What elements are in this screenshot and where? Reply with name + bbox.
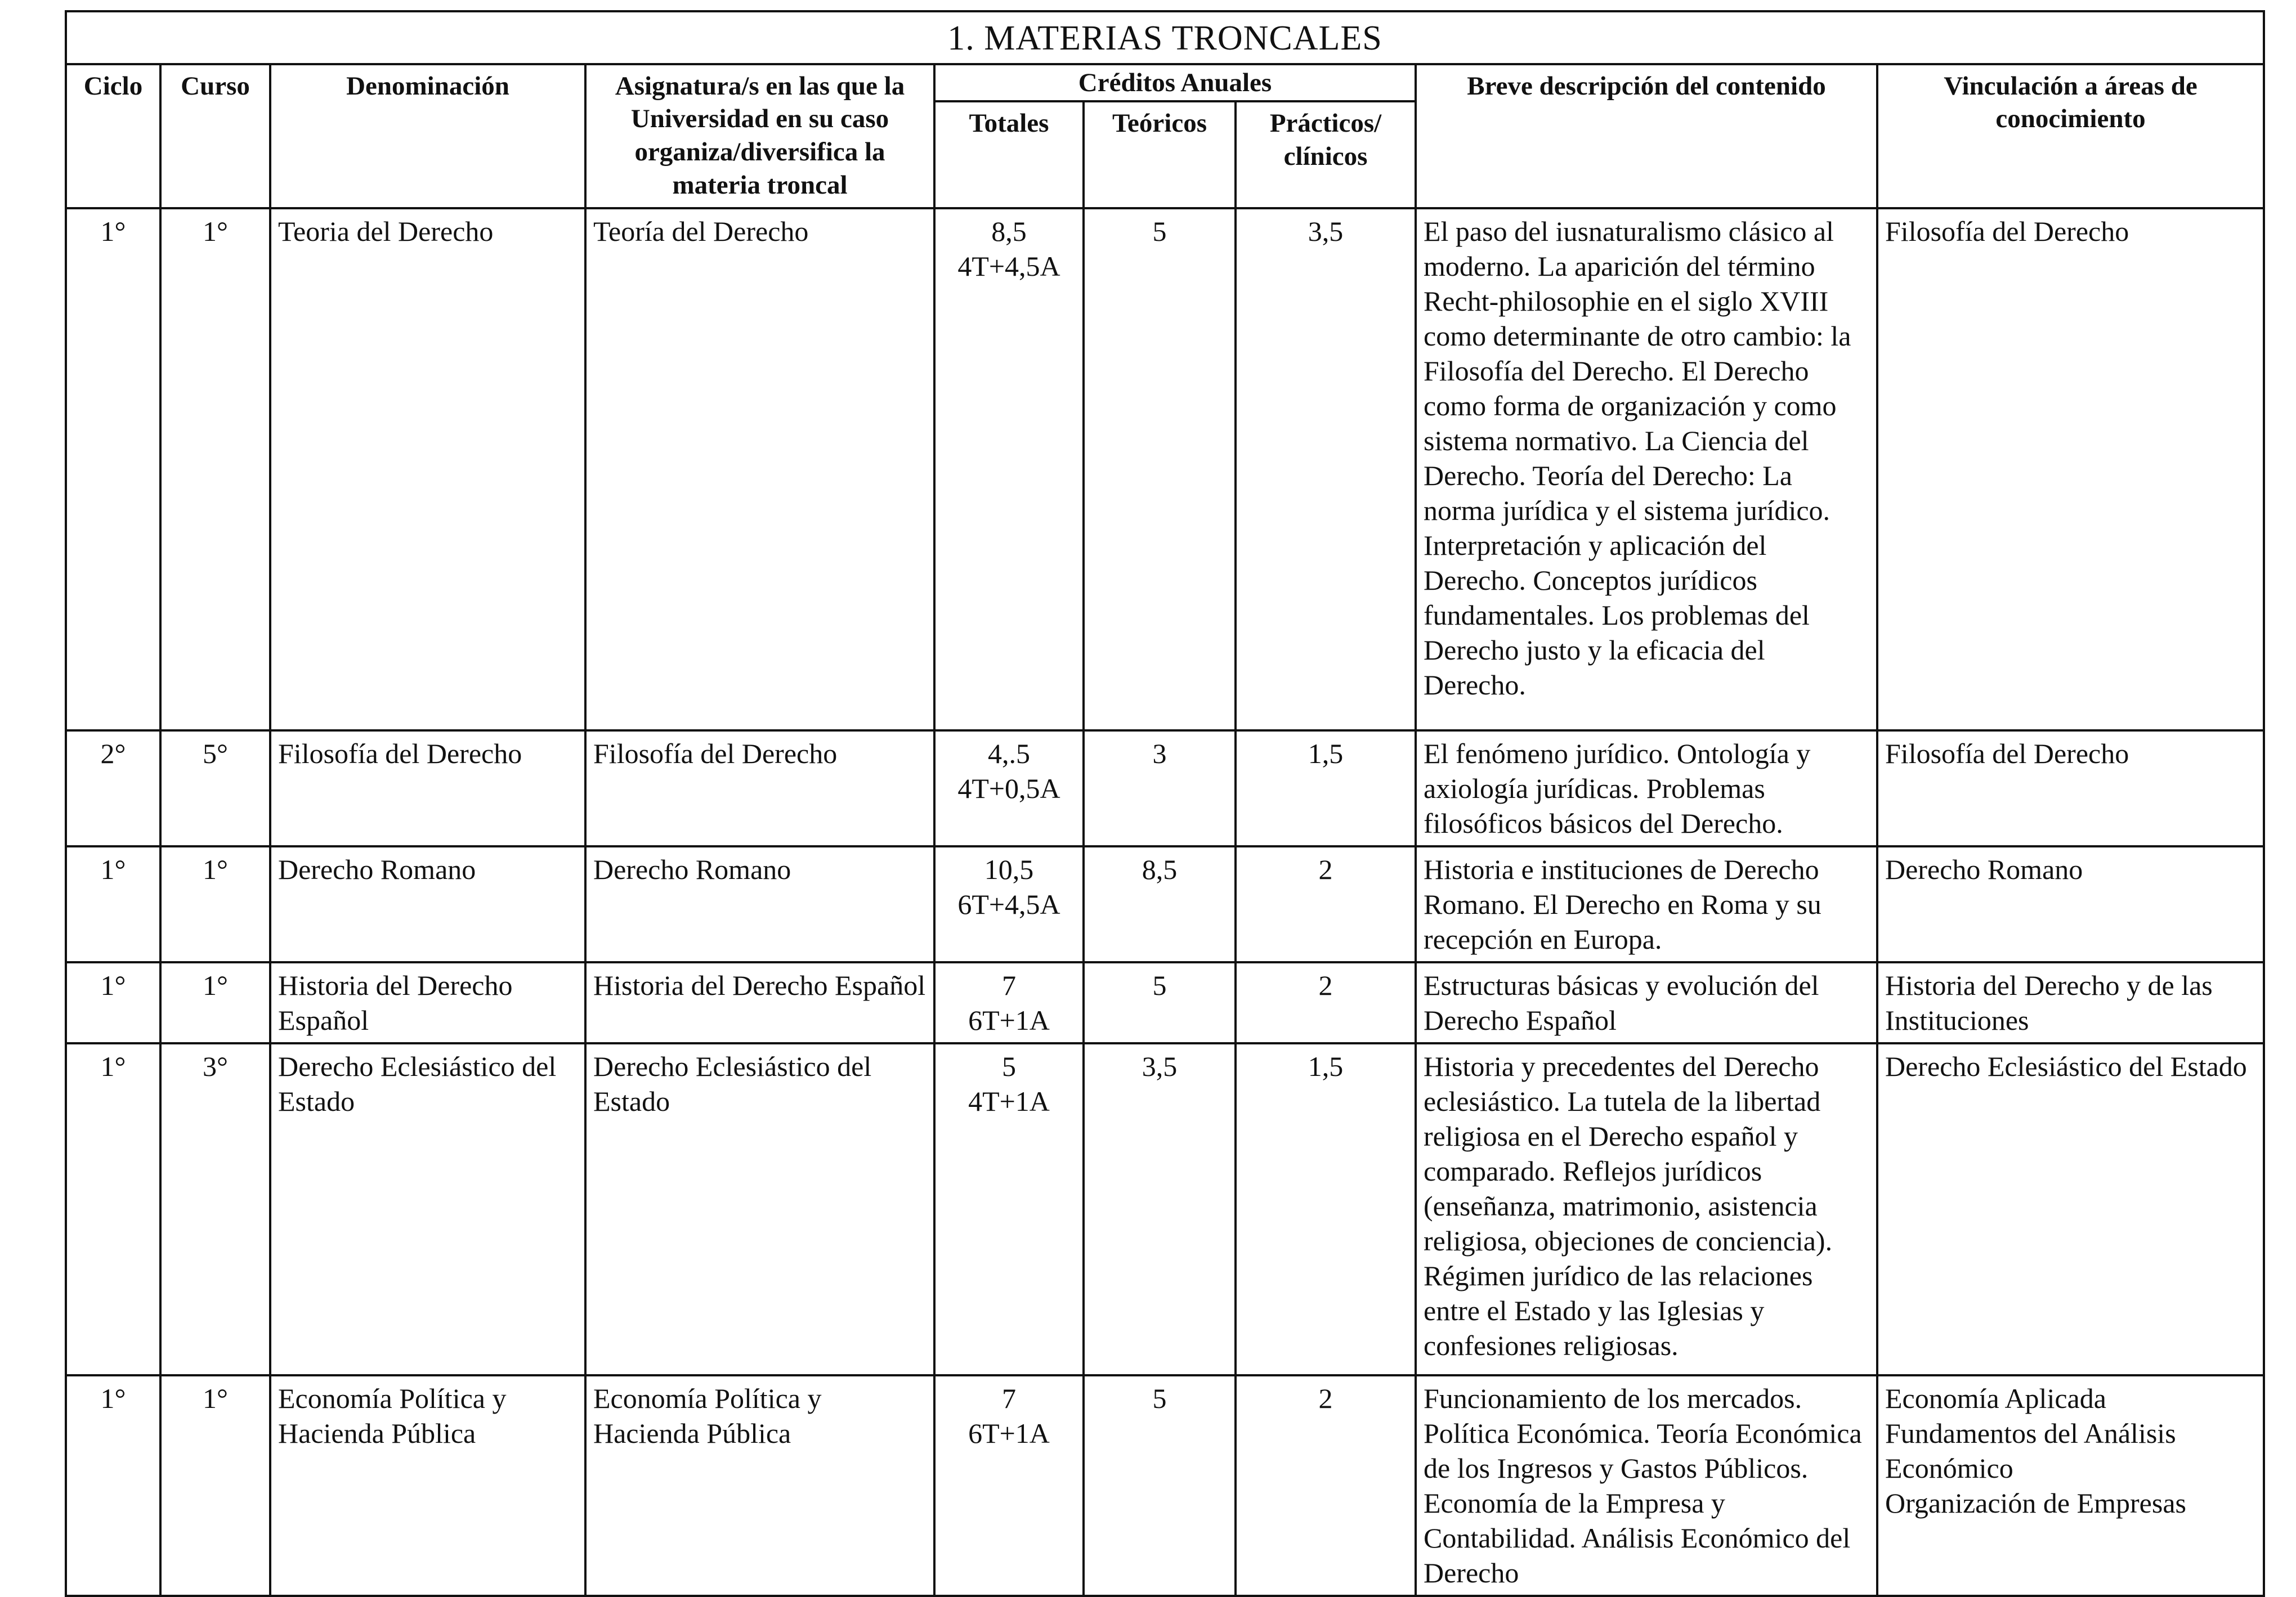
- cell-totales: [934, 1375, 1084, 1596]
- cell-asignatura: Economía Política y Hacienda Pública: [585, 1375, 934, 1596]
- table-row: [66, 846, 2264, 962]
- vinculacion-area: Organización de Empresas: [1885, 1487, 2186, 1519]
- cell-asignatura: Filosofía del Derecho: [585, 730, 934, 846]
- cell-totales: [934, 962, 1084, 1043]
- cell-vinculacion: [1877, 1043, 2264, 1375]
- cell-totales: [934, 1043, 1084, 1375]
- cell-ciclo: 1°: [66, 208, 160, 730]
- cell-descripcion: Historia e instituciones de Derecho Romano. El Derecho en Roma y su recepción en Europa.: [1416, 846, 1877, 962]
- cell-practicos: 2: [1236, 962, 1416, 1043]
- header-practicos: Prácticos/ clínicos: [1236, 101, 1416, 208]
- cell-denominacion: Teoria del Derecho: [270, 208, 585, 730]
- cell-practicos: 1,5: [1236, 730, 1416, 846]
- vinculacion-area: Economía Aplicada: [1885, 1383, 2106, 1415]
- cell-totales: [934, 208, 1084, 730]
- cell-teoricos: 8,5: [1084, 846, 1236, 962]
- cell-denominacion: Historia del Derecho Español: [270, 962, 585, 1043]
- document-page: [65, 10, 2263, 1597]
- cell-curso: 1°: [160, 208, 270, 730]
- cell-denominacion: Derecho Romano: [270, 846, 585, 962]
- cell-descripcion: Historia y precedentes del Derecho eclesiástico. La tutela de la libertad religiosa en el Derecho español y comparado. Reflejos jurídicos (enseñanza, matrimonio, asistencia religiosa, objeciones de conciencia). Régimen jurídico de las relaciones entre el Estado y las Iglesias y confesiones religiosas.: [1416, 1043, 1877, 1375]
- totales-value: 4,.5: [988, 738, 1030, 770]
- table-row: [66, 730, 2264, 846]
- totales-detail: 4T+4,5A: [957, 250, 1060, 282]
- totales-value: 7: [1002, 970, 1016, 1002]
- header-asignatura: Asignatura/s en las que la Universidad en su caso organiza/diversifica la materia troncal: [585, 64, 934, 209]
- header-creditos: Créditos Anuales: [934, 64, 1416, 102]
- cell-vinculacion: [1877, 846, 2264, 962]
- cell-ciclo: 1°: [66, 962, 160, 1043]
- table-row: [66, 1043, 2264, 1375]
- cell-teoricos: 5: [1084, 208, 1236, 730]
- cell-teoricos: 3,5: [1084, 1043, 1236, 1375]
- cell-denominacion: Filosofía del Derecho: [270, 730, 585, 846]
- cell-descripcion: El paso del iusnaturalismo clásico al moderno. La aparición del término Recht-philosophie en el siglo XVIII como determinante de otro cambio: la Filosofía del Derecho. El Derecho como forma de organización y como sistema normativo. La Ciencia del Derecho. Teoría del Derecho: La norma jurídica y el sistema jurídico. Interpretación y aplicación del Derecho. Conceptos jurídicos fundamentales. Los problemas del Derecho justo y la eficacia del Derecho.: [1416, 208, 1877, 730]
- table-title: 1. MATERIAS TRONCALES: [66, 11, 2264, 64]
- cell-vinculacion: [1877, 208, 2264, 730]
- cell-teoricos: 5: [1084, 962, 1236, 1043]
- cell-ciclo: 1°: [66, 1375, 160, 1596]
- cell-curso: 1°: [160, 962, 270, 1043]
- cell-ciclo: 1°: [66, 1043, 160, 1375]
- cell-teoricos: 5: [1084, 1375, 1236, 1596]
- totales-value: 8,5: [991, 216, 1027, 248]
- header-denominacion: Denominación: [270, 64, 585, 209]
- cell-totales: [934, 846, 1084, 962]
- totales-detail: 6T+1A: [968, 1004, 1050, 1037]
- cell-curso: 3°: [160, 1043, 270, 1375]
- materias-troncales-table: [65, 10, 2265, 1597]
- totales-value: 10,5: [984, 854, 1034, 886]
- totales-detail: 4T+1A: [968, 1085, 1050, 1118]
- header-totales: Totales: [934, 101, 1084, 208]
- cell-denominacion: Economía Política y Hacienda Pública: [270, 1375, 585, 1596]
- cell-curso: 5°: [160, 730, 270, 846]
- cell-practicos: 3,5: [1236, 208, 1416, 730]
- cell-curso: 1°: [160, 1375, 270, 1596]
- cell-practicos: 2: [1236, 846, 1416, 962]
- cell-practicos: 1,5: [1236, 1043, 1416, 1375]
- table-row: [66, 1375, 2264, 1596]
- header-descripcion: Breve descripción del contenido: [1416, 64, 1877, 209]
- cell-denominacion: Derecho Eclesiástico del Estado: [270, 1043, 585, 1375]
- cell-curso: 1°: [160, 846, 270, 962]
- table-row: [66, 208, 2264, 730]
- totales-detail: 4T+0,5A: [957, 773, 1060, 805]
- cell-descripcion: Estructuras básicas y evolución del Derecho Español: [1416, 962, 1877, 1043]
- vinculacion-area: Fundamentos del Análisis Económico: [1885, 1417, 2176, 1484]
- totales-detail: 6T+4,5A: [957, 889, 1060, 921]
- cell-practicos: 2: [1236, 1375, 1416, 1596]
- vinculacion-area: Filosofía del Derecho: [1885, 216, 2129, 248]
- cell-vinculacion: [1877, 730, 2264, 846]
- totales-value: 7: [1002, 1383, 1016, 1415]
- totales-detail: 6T+1A: [968, 1417, 1050, 1450]
- vinculacion-area: Derecho Eclesiástico del Estado: [1885, 1051, 2247, 1083]
- header-vinculacion: Vinculación a áreas de conocimiento: [1877, 64, 2264, 209]
- cell-teoricos: 3: [1084, 730, 1236, 846]
- cell-vinculacion: [1877, 962, 2264, 1043]
- cell-descripcion: Funcionamiento de los mercados. Política Económica. Teoría Económica de los Ingresos y Gastos Públicos. Economía de la Empresa y Contabilidad. Análisis Económico del Derecho: [1416, 1375, 1877, 1596]
- header-ciclo: Ciclo: [66, 64, 160, 209]
- cell-ciclo: 2°: [66, 730, 160, 846]
- title-row: [66, 11, 2264, 64]
- vinculacion-area: Historia del Derecho y de las Instituciones: [1885, 970, 2213, 1037]
- table-row: [66, 962, 2264, 1043]
- header-curso: Curso: [160, 64, 270, 209]
- cell-asignatura: Historia del Derecho Español: [585, 962, 934, 1043]
- header-row: [66, 64, 2264, 102]
- cell-asignatura: Derecho Romano: [585, 846, 934, 962]
- header-teoricos: Teóricos: [1084, 101, 1236, 208]
- cell-descripcion: El fenómeno jurídico. Ontología y axiología jurídicas. Problemas filosóficos básicos del Derecho.: [1416, 730, 1877, 846]
- vinculacion-area: Filosofía del Derecho: [1885, 738, 2129, 770]
- cell-asignatura: Teoría del Derecho: [585, 208, 934, 730]
- cell-vinculacion: [1877, 1375, 2264, 1596]
- cell-totales: [934, 730, 1084, 846]
- cell-asignatura: Derecho Eclesiástico del Estado: [585, 1043, 934, 1375]
- cell-ciclo: 1°: [66, 846, 160, 962]
- vinculacion-area: Derecho Romano: [1885, 854, 2083, 886]
- totales-value: 5: [1002, 1051, 1016, 1083]
